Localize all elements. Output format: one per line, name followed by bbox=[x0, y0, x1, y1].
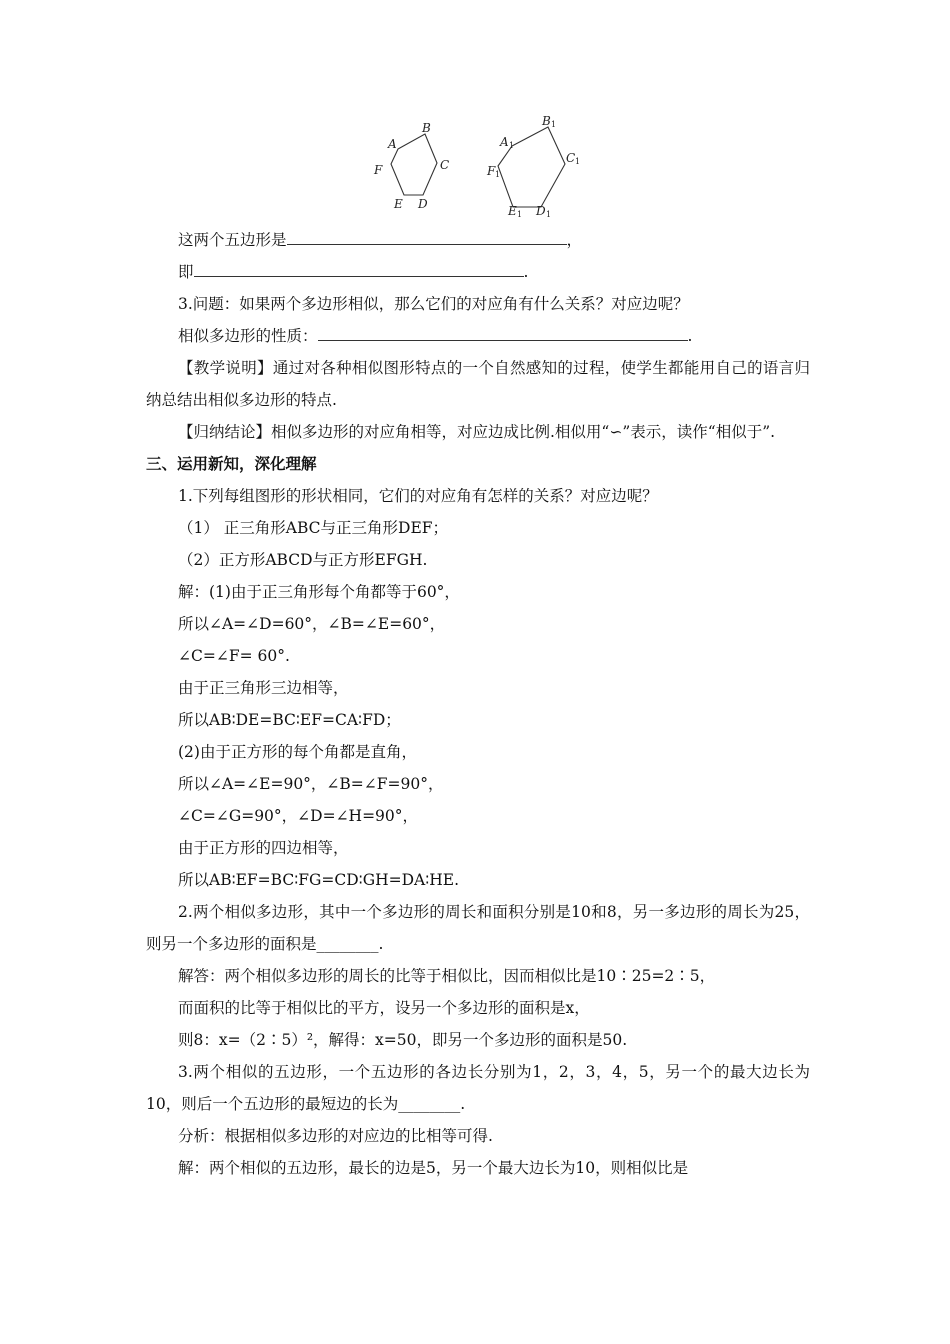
analysis-line: 分析：根据相似多边形的对应边的比相等可得. bbox=[178, 1127, 493, 1145]
solution-line: (2)由于正方形的每个角都是直角， bbox=[178, 743, 417, 761]
label-A1-sub: 1 bbox=[509, 141, 515, 150]
pentagon-figure bbox=[360, 112, 600, 224]
label-F1-sub: 1 bbox=[495, 170, 501, 179]
fill-line-namely bbox=[146, 256, 810, 288]
label-D1: D bbox=[536, 204, 546, 218]
solution-line: 由于正三角形三边相等， bbox=[178, 679, 349, 697]
document-body bbox=[146, 224, 810, 1184]
label-D: D bbox=[418, 197, 428, 211]
text-l2b: . bbox=[523, 263, 529, 281]
label-F1: F bbox=[487, 164, 496, 178]
solution-line: 所以AB∶DE=BC∶EF=CA∶FD； bbox=[178, 711, 401, 729]
label-B1-sub: 1 bbox=[551, 120, 557, 129]
solution-line: 所以∠A=∠D=60°，∠B=∠E=60°， bbox=[178, 615, 446, 633]
answer-blank bbox=[287, 226, 567, 245]
answer-blank bbox=[194, 258, 524, 277]
exercise-3: 3.两个相似的五边形，一个五边形的各边长分别为1，2，3，4，5，另一个的最大边长为10，则后一个五边形的最短边的长为________. bbox=[146, 1063, 810, 1113]
label-E1: E bbox=[508, 204, 517, 218]
solution-line: 所以AB∶EF=BC∶FG=CD∶GH=DA∶HE. bbox=[178, 871, 459, 889]
label-B1: B bbox=[542, 114, 551, 128]
exercise-1-part-1: （1） 正三角形ABC与正三角形DEF； bbox=[178, 519, 449, 537]
label-C1-sub: 1 bbox=[575, 157, 581, 166]
label-A1: A bbox=[500, 135, 509, 149]
answer-line: 而面积的比等于相似比的平方，设另一个多边形的面积是x， bbox=[178, 999, 590, 1017]
label-E: E bbox=[394, 197, 403, 211]
label-B: B bbox=[422, 121, 431, 135]
conclusion: 【归纳结论】相似多边形的对应角相等，对应边成比例.相似用“∽”表示，读作“相似于”. bbox=[178, 423, 776, 441]
pentagons-diagram bbox=[360, 112, 600, 224]
answer-line: 则8：x=（2∶5）²，解得：x=50，即另一个多边形的面积是50. bbox=[178, 1031, 628, 1049]
text-l1a: 这两个五边形是 bbox=[178, 231, 287, 249]
solution-line: ∠C=∠F= 60°. bbox=[178, 647, 290, 665]
exercise-1-part-2: （2）正方形ABCD与正方形EFGH. bbox=[178, 551, 428, 569]
label-C: C bbox=[440, 158, 450, 172]
small-hexagon bbox=[391, 134, 437, 195]
label-A: A bbox=[388, 137, 397, 151]
text-l4a: 相似多边形的性质： bbox=[178, 327, 318, 345]
label-F: F bbox=[374, 163, 383, 177]
solution-line: ∠C=∠G=90°，∠D=∠H=90°， bbox=[178, 807, 419, 825]
label-D1-sub: 1 bbox=[546, 210, 552, 219]
solution-line: 所以∠A=∠E=90°，∠B=∠F=90°， bbox=[178, 775, 444, 793]
text-l1b: ， bbox=[566, 231, 583, 249]
fill-line-properties bbox=[146, 320, 810, 352]
exercise-1: 1.下列每组图形的形状相同，它们的对应角有怎样的关系？对应边呢？ bbox=[178, 487, 658, 505]
teaching-note: 【教学说明】通过对各种相似图形特点的一个自然感知的过程，使学生都能用自己的语言归纳总结出相似多边形的特点. bbox=[146, 359, 810, 409]
solution-line: 由于正方形的四边相等， bbox=[178, 839, 349, 857]
solution-line: 解：(1)由于正三角形每个角都等于60°， bbox=[178, 583, 460, 601]
solution-line: 解：两个相似的五边形，最长的边是5，另一个最大边长为10，则相似比是 bbox=[178, 1159, 689, 1177]
label-C1: C bbox=[566, 151, 576, 165]
text-l2a: 即 bbox=[178, 263, 194, 281]
answer-line: 解答：两个相似多边形的周长的比等于相似比，因而相似比是10∶25=2∶5， bbox=[178, 967, 716, 985]
text-l4b: . bbox=[687, 327, 693, 345]
exercise-2: 2.两个相似多边形，其中一个多边形的周长和面积分别是10和8，另一多边形的周长为25，则另一个多边形的面积是________. bbox=[146, 903, 810, 953]
answer-blank bbox=[318, 322, 688, 341]
label-E1-sub: 1 bbox=[517, 210, 523, 219]
fill-line-pentagons bbox=[146, 224, 810, 256]
question-3: 3.问题：如果两个多边形相似，那么它们的对应角有什么关系？对应边呢？ bbox=[178, 295, 689, 313]
section-heading: 三、运用新知，深化理解 bbox=[146, 455, 317, 473]
